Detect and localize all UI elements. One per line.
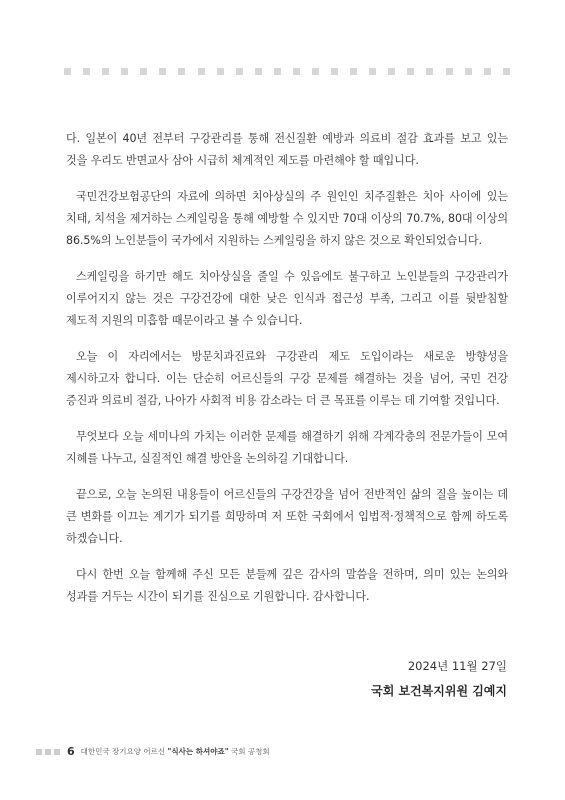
page-number: 6 [67,745,75,758]
paragraph: 오늘 이 자리에서는 방문치과진료와 구강관리 제도 도입이라는 새로운 방향성을 제시하고자 합니다. 이는 단순히 어르신들의 구강 문제를 해결하는 것을 넘어, 국민 건강 증진과 의료비 절감, 나아가 사회적 비용 감소라는 더 큰 목표를 이루는 데 기여할 것입니다. [66,350,508,407]
paragraph: 무엇보다 오늘 세미나의 가치는 이러한 문제를 해결하기 위해 각계각층의 전문가들이 모여 지혜를 나누고, 실질적인 해결 방안을 논의하길 기대합니다. [66,430,508,465]
footer-title: "식사는 하셔야죠" [167,747,229,756]
decorative-dot-divider [64,68,510,75]
footer-square-icon [54,749,60,755]
letter-date: 2024년 11월 27일 [407,659,507,673]
footer-prefix: 대한민국 장기요양 어르신 [80,747,166,756]
paragraph: 국민건강보험공단의 자료에 의하면 치아상실의 주 원인인 치주질환은 치아 사이에 있는 치태, 치석을 제거하는 스케일링을 통해 예방할 수 있지만 70대 이상의 70.7%, 80대 이상의 86.5%의 노인분들이 국가에서 지원하는 스케일링을 하지 않은 것으로 확인되었습니다. [66,190,508,247]
paragraph: 다. 일본이 40년 전부터 구강관리를 통해 전신질환 예방과 의료비 절감 효과를 보고 있는 것을 우리도 반면교사 삼아 시급히 체계적인 제도를 마련해야 할 때입니다. [66,132,508,167]
signature: 국회 보건복지위원 김예지 [371,684,507,698]
letter-body [66,128,508,622]
footer-square-icon [36,749,42,755]
paragraph: 끝으로, 오늘 논의된 내용들이 어르신들의 구강건강을 넘어 전반적인 삶의 질을 높이는 데 큰 변화를 이끄는 계기가 되기를 희망하며 저 또한 국회에서 입법적·정책적으로 함께 하도록 하겠습니다. [66,488,508,545]
footer-suffix: 국회 공청회 [231,747,270,756]
page-footer [36,745,270,758]
footer-square-icon [45,749,51,755]
paragraph: 다시 한번 오늘 함께해 주신 모든 분들께 깊은 감사의 말씀을 전하며, 의미 있는 논의와 성과를 거두는 시간이 되기를 진심으로 기원합니다. 감사합니다. [66,568,508,603]
paragraph: 스케일링을 하기만 해도 치아상실을 줄일 수 있음에도 불구하고 노인분들의 구강관리가 이루어지지 않는 것은 구강건강에 대한 낮은 인식과 접근성 부족, 그리고 이를 뒷받침할 제도적 지원의 미흡함 때문이라고 볼 수 있습니다. [66,270,508,327]
